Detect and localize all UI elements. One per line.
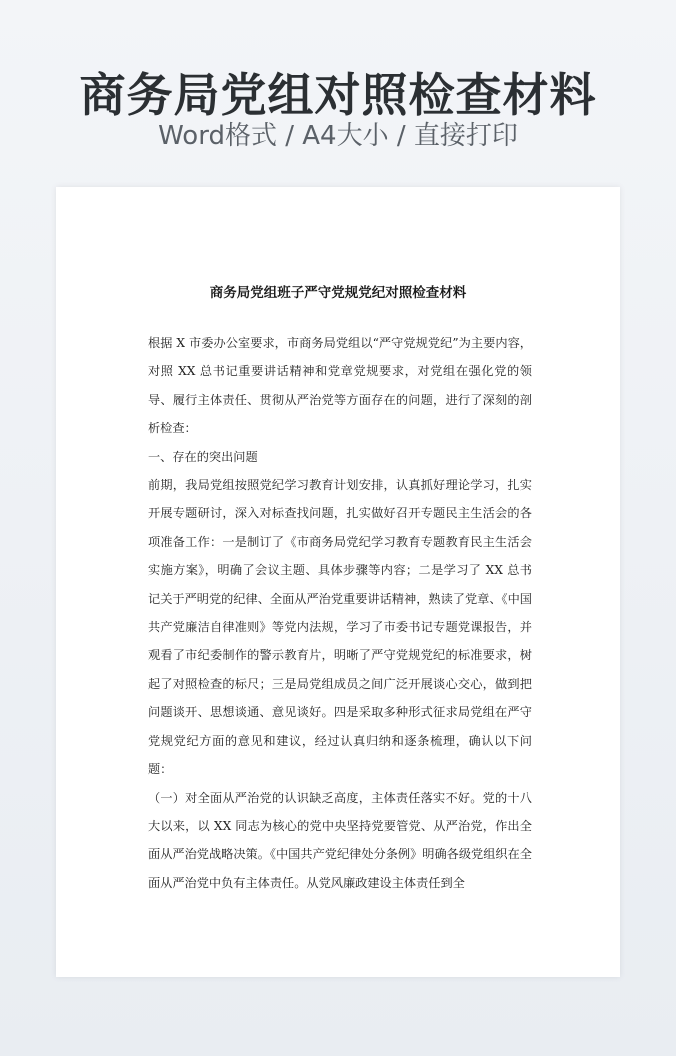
paragraph-intro: 根据 X 市委办公室要求，市商务局党组以“严守党规党纪”为主要内容，对照 XX 总书记重要讲话精神和党章党规要求，对党组在强化党的领导、履行主体责任、贯彻从严治党等方面存在的问题，进行了深刻的剖析检查：	[148, 336, 532, 436]
paragraph-problem-one: （一）对全面从严治党的认识缺乏高度，主体责任落实不好。党的十八大以来，以 XX 同志为核心的党中央坚持党要管党、从严治党，作出全面从严治党战略决策。《中国共产党纪律处分条例》明确各级党组织在全面从严治党中负有主体责任。从党风廉政建设主体责任到全	[148, 790, 532, 890]
section-heading: 一、存在的突出问题	[148, 449, 258, 464]
document-page	[56, 187, 620, 977]
banner-title: 商务局党组对照检查材料	[79, 68, 597, 122]
paragraph-preparation: 前期，我局党组按照党纪学习教育计划安排，认真抓好理论学习，扎实开展专题研讨，深入对标查找问题，扎实做好召开专题民主生活会的各项准备工作：一是制订了《市商务局党纪学习教育专题教育民主生活会实施方案》，明确了会议主题、具体步骤等内容；二是学习了 XX 总书记关于严明党的纪律、全面从严治党重要讲话精神，熟读了党章、《中国共产党廉洁自律准则》等党内法规，学习了市委书记专题党课报告，并观看了市纪委制作的警示教育片，明晰了严守党规党纪的标准要求，树起了对照检查的标尺；三是局党组成员之间广泛开展谈心交心，做到把问题谈开、思想谈通、意见谈好。四是采取多种形式征求局党组在严守党规党纪方面的意见和建议，经过认真归纳和逐条梳理，确认以下问题：	[148, 478, 532, 777]
document-body	[148, 329, 532, 897]
document-title: 商务局党组班子严守党规党纪对照检查材料	[209, 285, 467, 301]
banner-subtitle: Word格式 / A4大小 / 直接打印	[158, 121, 518, 151]
